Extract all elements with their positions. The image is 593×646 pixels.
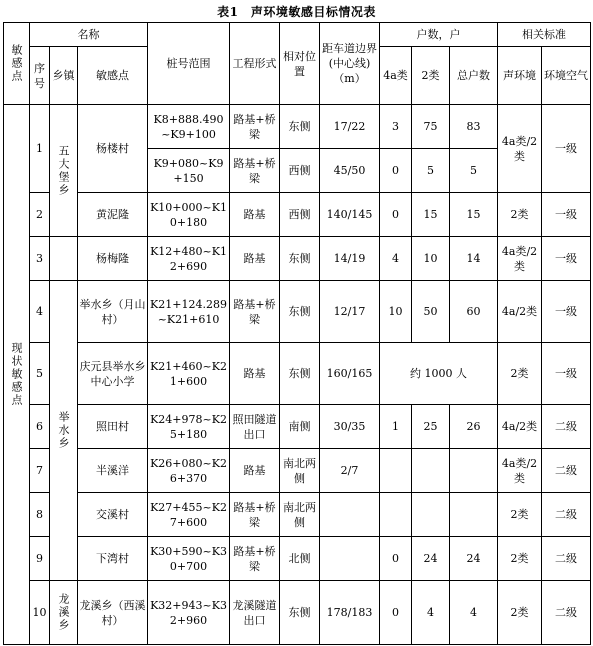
- position-cell: 东侧: [280, 343, 320, 405]
- households-4a-cell: 0: [380, 193, 412, 237]
- distance-cell: 160/165: [320, 343, 380, 405]
- households-total-cell: 24: [450, 537, 498, 581]
- households-total-cell: 83: [450, 105, 498, 149]
- position-cell: 东侧: [280, 281, 320, 343]
- township-wudabao: 五大堡乡: [50, 105, 78, 237]
- sound-env-cell: 4a/2类: [498, 281, 542, 343]
- header-seq: 序号: [30, 47, 50, 105]
- seq-cell: 3: [30, 237, 50, 281]
- table-row: [4, 281, 591, 343]
- point-cell: 半溪洋: [78, 449, 148, 493]
- households-4a-cell: 10: [380, 281, 412, 343]
- stake-cell: K30+590~K30+700: [148, 537, 230, 581]
- engineering-cell: 路基+桥梁: [230, 281, 280, 343]
- air-env-cell: 一级: [542, 105, 591, 193]
- sound-env-cell: 4a类/2类: [498, 105, 542, 193]
- households-total-cell: 26: [450, 405, 498, 449]
- table-row: [4, 449, 591, 493]
- header-sensitive-point: 敏感点: [4, 23, 30, 105]
- header-class2: 2类: [412, 47, 450, 105]
- air-env-cell: 一级: [542, 281, 591, 343]
- stake-cell: K21+460~K21+600: [148, 343, 230, 405]
- air-env-cell: 一级: [542, 193, 591, 237]
- households-2-cell: 75: [412, 105, 450, 149]
- households-4a-cell: 3: [380, 105, 412, 149]
- position-cell: 东侧: [280, 105, 320, 149]
- header-standard: 相关标准: [498, 23, 591, 47]
- distance-cell: 30/35: [320, 405, 380, 449]
- table-row: [4, 405, 591, 449]
- households-2-cell: 24: [412, 537, 450, 581]
- stake-cell: K32+943~K32+960: [148, 581, 230, 645]
- distance-cell: 17/22: [320, 105, 380, 149]
- seq-cell: 8: [30, 493, 50, 537]
- point-cell: 黄泥隆: [78, 193, 148, 237]
- air-env-cell: 二级: [542, 537, 591, 581]
- sound-env-cell: 2类: [498, 343, 542, 405]
- distance-cell: [320, 537, 380, 581]
- sound-env-cell: 4a类/2类: [498, 237, 542, 281]
- engineering-cell: 照田隧道出口: [230, 405, 280, 449]
- table-row: [4, 193, 591, 237]
- households-4a-cell: [380, 449, 412, 493]
- sound-env-cell: 2类: [498, 493, 542, 537]
- table-row: [4, 581, 591, 645]
- stake-cell: K10+000~K10+180: [148, 193, 230, 237]
- header-name: 名称: [30, 23, 148, 47]
- sound-env-cell: 4a类/2类: [498, 449, 542, 493]
- table-row: [4, 537, 591, 581]
- distance-cell: 2/7: [320, 449, 380, 493]
- table-row: [4, 105, 591, 149]
- households-total-cell: 15: [450, 193, 498, 237]
- stake-cell: K8+888.490~K9+100: [148, 105, 230, 149]
- distance-cell: 14/19: [320, 237, 380, 281]
- air-env-cell: 一级: [542, 237, 591, 281]
- header-point: 敏感点: [78, 47, 148, 105]
- households-total-cell: 4: [450, 581, 498, 645]
- households-total-cell: 60: [450, 281, 498, 343]
- header-distance: 距车道边界(中心线)（m）: [320, 23, 380, 105]
- engineering-cell: 路基: [230, 449, 280, 493]
- header-air-env: 环境空气: [542, 47, 591, 105]
- point-cell: 杨楼村: [78, 105, 148, 193]
- distance-cell: 178/183: [320, 581, 380, 645]
- header-stake: 桩号范围: [148, 23, 230, 105]
- engineering-cell: 路基: [230, 237, 280, 281]
- households-4a-cell: 0: [380, 537, 412, 581]
- households-4a-cell: 1: [380, 405, 412, 449]
- households-2-cell: 25: [412, 405, 450, 449]
- stake-cell: K21+124.289~K21+610: [148, 281, 230, 343]
- township-empty-cell: [50, 237, 78, 281]
- table-row: [4, 237, 591, 281]
- households-total-cell: [450, 493, 498, 537]
- position-cell: 南北两侧: [280, 449, 320, 493]
- engineering-cell: 路基+桥梁: [230, 537, 280, 581]
- township-longxi: 龙溪乡: [50, 581, 78, 645]
- position-cell: 北侧: [280, 537, 320, 581]
- households-2-cell: 10: [412, 237, 450, 281]
- households-2-cell: [412, 493, 450, 537]
- households-total-cell: [450, 449, 498, 493]
- seq-cell: 5: [30, 343, 50, 405]
- header-households: 户数，户: [380, 23, 498, 47]
- header-row: [4, 23, 591, 47]
- position-cell: 东侧: [280, 581, 320, 645]
- seq-cell: 4: [30, 281, 50, 343]
- sound-env-cell: 2类: [498, 537, 542, 581]
- point-cell: 下湾村: [78, 537, 148, 581]
- sensitive-targets-table: [3, 22, 591, 645]
- header-township: 乡镇: [50, 47, 78, 105]
- position-cell: 西侧: [280, 193, 320, 237]
- distance-cell: 12/17: [320, 281, 380, 343]
- point-cell: 庆元县举水乡中心小学: [78, 343, 148, 405]
- header-4a: 4a类: [380, 47, 412, 105]
- engineering-cell: 路基+桥梁: [230, 105, 280, 149]
- seq-cell: 10: [30, 581, 50, 645]
- air-env-cell: 二级: [542, 449, 591, 493]
- households-2-cell: [412, 449, 450, 493]
- position-cell: 东侧: [280, 237, 320, 281]
- engineering-cell: 路基+桥梁: [230, 493, 280, 537]
- sound-env-cell: 4a/2类: [498, 405, 542, 449]
- point-cell: 杨梅隆: [78, 237, 148, 281]
- header-total: 总户数: [450, 47, 498, 105]
- table-row: [4, 343, 591, 405]
- stake-cell: K9+080~K9+150: [148, 149, 230, 193]
- header-engineering: 工程形式: [230, 23, 280, 105]
- air-env-cell: 二级: [542, 405, 591, 449]
- distance-cell: 45/50: [320, 149, 380, 193]
- header-position: 相对位置: [280, 23, 320, 105]
- header-sound-env: 声环境: [498, 47, 542, 105]
- distance-cell: 140/145: [320, 193, 380, 237]
- households-4a-cell: 0: [380, 581, 412, 645]
- households-4a-cell: [380, 493, 412, 537]
- households-4a-cell: 4: [380, 237, 412, 281]
- seq-cell: 6: [30, 405, 50, 449]
- table-title: 表1 声环境敏感目标情况表: [217, 5, 376, 19]
- point-cell: 举水乡（月山村）: [78, 281, 148, 343]
- engineering-cell: 龙溪隧道出口: [230, 581, 280, 645]
- sound-env-cell: 2类: [498, 581, 542, 645]
- point-cell: 交溪村: [78, 493, 148, 537]
- seq-cell: 9: [30, 537, 50, 581]
- distance-cell: [320, 493, 380, 537]
- stake-cell: K24+978~K25+180: [148, 405, 230, 449]
- air-env-cell: 一级: [542, 343, 591, 405]
- households-2-cell: 15: [412, 193, 450, 237]
- seq-cell: 2: [30, 193, 50, 237]
- households-4a-cell: 0: [380, 149, 412, 193]
- households-2-cell: 4: [412, 581, 450, 645]
- point-cell: 照田村: [78, 405, 148, 449]
- table-row: [4, 493, 591, 537]
- engineering-cell: 路基+桥梁: [230, 149, 280, 193]
- air-env-cell: 二级: [542, 581, 591, 645]
- seq-cell: 7: [30, 449, 50, 493]
- stake-cell: K12+480~K12+690: [148, 237, 230, 281]
- position-cell: 南侧: [280, 405, 320, 449]
- stake-cell: K27+455~K27+600: [148, 493, 230, 537]
- households-total-cell: 5: [450, 149, 498, 193]
- households-2-cell: 5: [412, 149, 450, 193]
- township-jushui: 举水乡: [50, 281, 78, 581]
- point-cell: 龙溪乡（西溪村）: [78, 581, 148, 645]
- households-total-cell: 14: [450, 237, 498, 281]
- engineering-cell: 路基: [230, 343, 280, 405]
- households-2-cell: 50: [412, 281, 450, 343]
- position-cell: 南北两侧: [280, 493, 320, 537]
- group-label: 现状敏感点: [4, 105, 30, 645]
- stake-cell: K26+080~K26+370: [148, 449, 230, 493]
- households-merged-cell: 约 1000 人: [380, 343, 498, 405]
- position-cell: 西侧: [280, 149, 320, 193]
- engineering-cell: 路基: [230, 193, 280, 237]
- air-env-cell: 二级: [542, 493, 591, 537]
- seq-cell: 1: [30, 105, 50, 193]
- sound-env-cell: 2类: [498, 193, 542, 237]
